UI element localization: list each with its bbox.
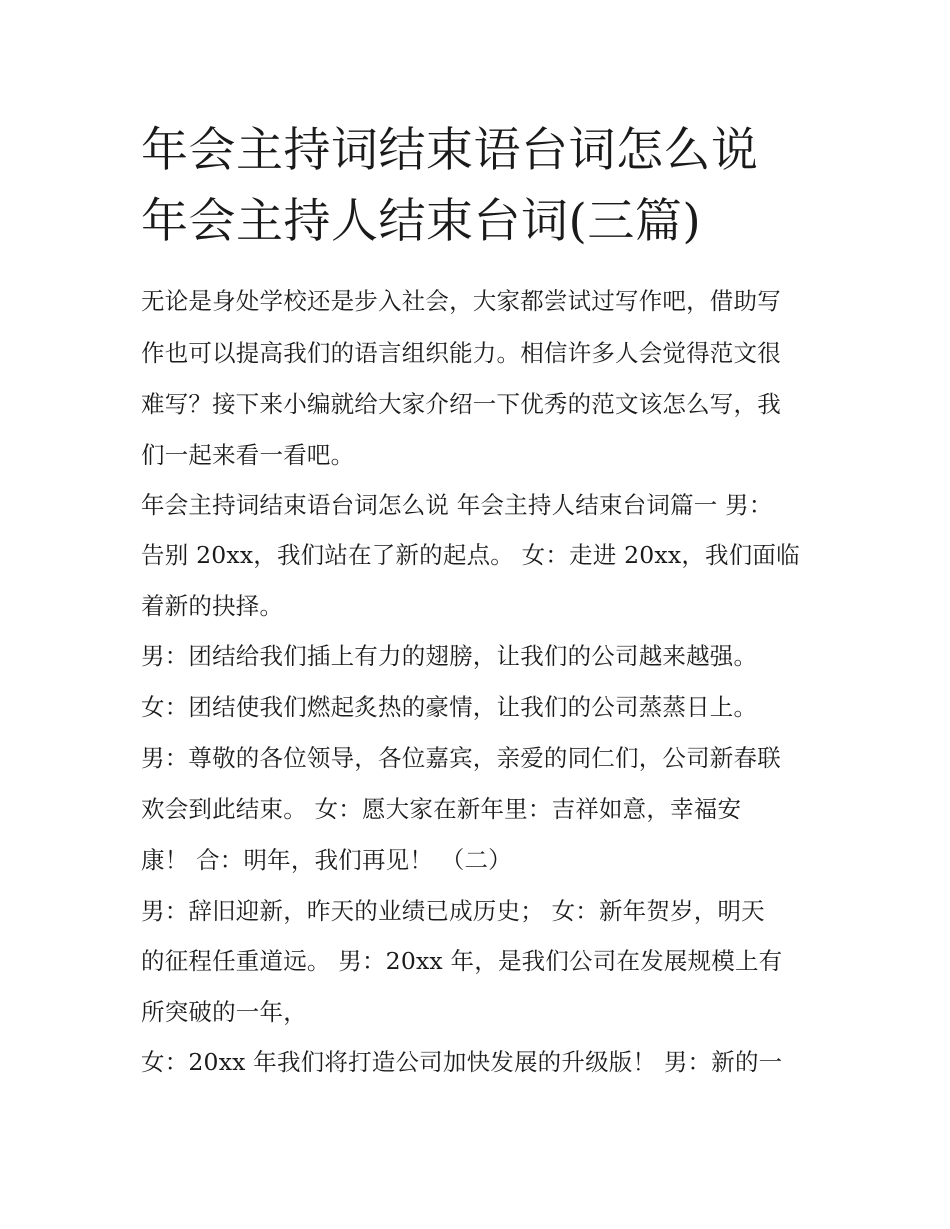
body-line: 女：团结使我们燃起炙热的豪情，让我们的公司蒸蒸日上。 [141,693,758,721]
body-line: 男：辞旧迎新，昨天的业绩已成历史； 女：新年贺岁，明天 [141,897,765,925]
body-line: 欢会到此结束。 女：愿大家在新年里：吉祥如意，幸福安 [141,795,742,823]
body-line: 无论是身处学校还是步入社会，大家都尝试过写作吧，借助写 [141,287,781,315]
body-line: 男：团结给我们插上有力的翅膀，让我们的公司越来越强。 [141,642,758,670]
body-line: 所突破的一年， [141,998,307,1026]
body-line: 着新的抉择。 [141,592,284,620]
body-line: 的征程任重道远。 男：20xx 年，是我们公司在发展规模上有 [141,947,783,975]
body-line: 康！ 合：明年，我们再见！ （二） [141,846,512,874]
body-line: 告别 20xx，我们站在了新的起点。 女：走进 20xx，我们面临 [141,541,800,569]
document-title [141,115,831,257]
body-line: 女：20xx 年我们将打造公司加快发展的升级版！ 男：新的一 [141,1048,783,1076]
title-line-1: 年会主持词结束语台词怎么说 [141,123,759,178]
body-line: 年会主持词结束语台词怎么说 年会主持人结束台词篇一 男： [141,491,773,519]
body-line: 作也可以提高我们的语言组织能力。相信许多人会觉得范文很 [141,339,781,367]
body-line: 男：尊敬的各位领导，各位嘉宾，亲爱的同仁们，公司新春联 [141,744,781,772]
body-line: 难写？接下来小编就给大家介绍一下优秀的范文该怎么写，我 [141,390,781,418]
title-line-2: 年会主持人结束台词(三篇) [141,194,702,249]
body-line: 们一起来看一看吧。 [141,441,355,469]
